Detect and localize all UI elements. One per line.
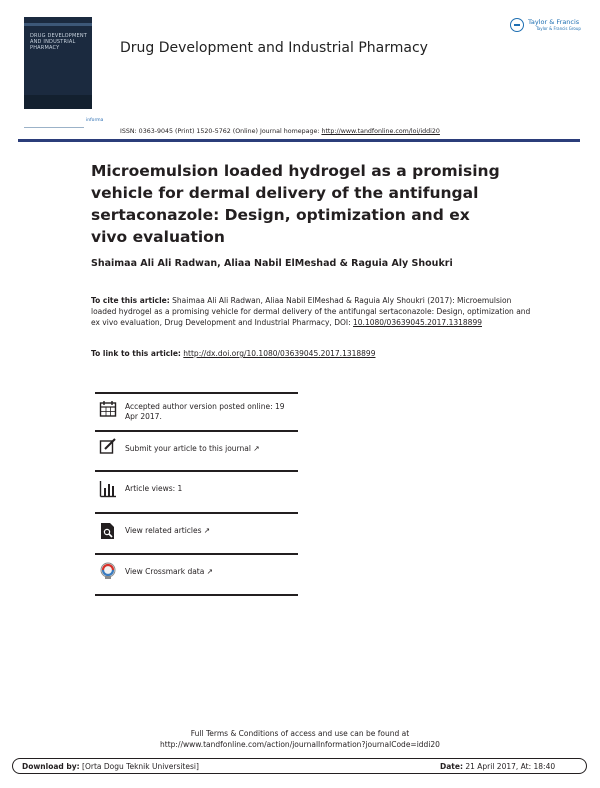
external-link-icon: ↗ (253, 444, 260, 453)
header-rule (18, 139, 580, 142)
date-value: 21 April 2017, At: 18:40 (462, 762, 556, 771)
accepted-text: Accepted author version posted online: 19 Apr 2017. (125, 402, 285, 421)
terms-line-1: Full Terms & Conditions of access and use can be found at (190, 729, 410, 738)
edit-icon (99, 438, 117, 456)
issn-line (120, 128, 440, 135)
crossmark-link[interactable] (125, 567, 295, 577)
article-doi-link[interactable]: http://dx.doi.org/10.1080/03639045.2017.1318899 (183, 349, 376, 358)
cite-body: Shaimaa Ali Ali Radwan, Aliaa Nabil ElMeshad & Raguia Aly Shoukri (2017): Microemulsion loaded hydrogel as a promising vehicle for dermal delivery of the antifungal sertaconazole: Design, optimization and ex vivo evaluation, Drug Development and Industrial Pharmacy, DOI: (91, 296, 531, 327)
link-label: To link to this article: (91, 349, 181, 358)
issn-text: ISSN: 0363-9045 (Print) 1520-5762 (Online) Journal homepage: (120, 128, 320, 135)
search-document-icon (99, 522, 117, 540)
journal-cover (24, 17, 92, 109)
info-divider (95, 594, 298, 596)
article-authors: Shaimaa Ali Ali Radwan, Aliaa Nabil ElMeshad & Raguia Aly Shoukri (91, 258, 453, 269)
external-link-icon: ↗ (203, 526, 211, 535)
downloaded-by (22, 762, 199, 771)
info-divider (95, 430, 298, 432)
downloaded-value: [Orta Dogu Teknik Universitesi] (79, 762, 199, 771)
info-divider (95, 392, 298, 394)
terms-url[interactable]: http://www.tandfonline.com/action/journalInformation?journalCode=iddi20 (160, 740, 440, 749)
info-divider (95, 470, 298, 472)
article-link-line (91, 349, 375, 358)
info-row-related[interactable] (95, 520, 298, 550)
crossmark-icon (99, 562, 117, 580)
journal-homepage-link[interactable]: http://www.tandfonline.com/loi/iddi20 (321, 128, 440, 135)
related-link[interactable] (125, 526, 295, 536)
crossmark-text: View Crossmark data (125, 567, 205, 576)
cite-doi-link[interactable]: 10.1080/03639045.2017.1318899 (353, 318, 482, 327)
publisher-logo-icon (510, 18, 524, 32)
bar-chart-icon (99, 480, 117, 498)
download-date (440, 762, 555, 771)
date-label: Date: (440, 762, 463, 771)
info-row-views (95, 478, 298, 508)
submit-text: Submit your article to this journal (125, 444, 251, 453)
informa-divider (24, 127, 84, 128)
calendar-icon (99, 400, 117, 418)
publisher-logo[interactable] (510, 16, 588, 36)
article-title: Microemulsion loaded hydrogel as a promising vehicle for dermal delivery of the antifungal sertaconazole: Design, optimization and ex vivo evaluation (91, 162, 500, 246)
terms-block (0, 728, 600, 750)
publisher-subname: Taylor & Francis Group (536, 26, 581, 31)
external-link-icon: ↗ (206, 567, 214, 576)
citation-block (91, 295, 531, 328)
journal-title: Drug Development and Industrial Pharmacy (120, 40, 428, 56)
downloaded-label: Download by: (22, 762, 80, 771)
cover-strip (24, 23, 92, 26)
info-divider (95, 512, 298, 514)
info-row-crossmark[interactable] (95, 561, 298, 591)
info-divider (95, 553, 298, 555)
info-row-submit[interactable] (95, 438, 298, 468)
informa-logo: informa (86, 118, 104, 123)
related-text: View related articles (125, 526, 202, 535)
cite-label: To cite this article: (91, 296, 170, 305)
submit-link[interactable] (125, 444, 300, 454)
publisher-name: Taylor & Francis (528, 18, 580, 26)
views-text: Article views: 1 (125, 484, 183, 493)
cover-title: DRUG DEVELOPMENT AND INDUSTRIAL PHARMACY (30, 33, 88, 51)
